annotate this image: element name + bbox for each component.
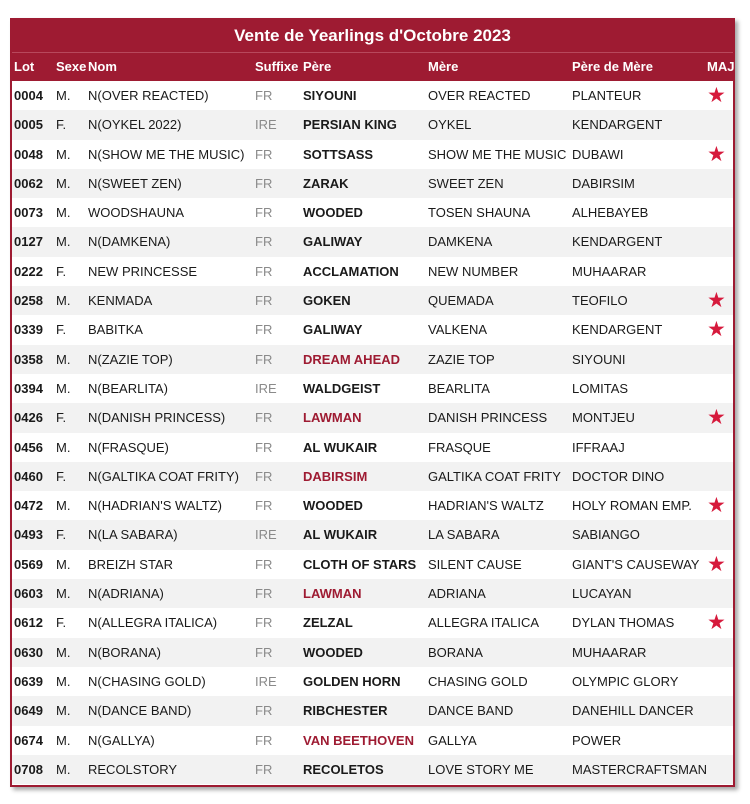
- cell-pere-de-mere: TEOFILO: [572, 293, 628, 309]
- cell-lot: 0062: [14, 175, 43, 191]
- cell-suffixe: FR: [255, 322, 273, 338]
- table-row: [12, 491, 733, 520]
- cell-lot: 0649: [14, 703, 43, 719]
- cell-pere: LAWMAN: [303, 586, 362, 602]
- cell-suffixe: FR: [255, 732, 273, 748]
- column-header-mere: Mère: [428, 59, 459, 74]
- cell-lot: 0603: [14, 586, 43, 602]
- cell-sexe: M.: [56, 644, 71, 660]
- cell-mere: NEW NUMBER: [428, 263, 519, 279]
- cell-mere: TOSEN SHAUNA: [428, 205, 531, 221]
- table-row: [12, 140, 733, 169]
- table-row: [12, 667, 733, 696]
- table-row: [12, 374, 733, 403]
- table-row: [12, 110, 733, 139]
- cell-sexe: F.: [56, 468, 67, 484]
- cell-pere: ZELZAL: [303, 615, 353, 631]
- cell-lot: 0426: [14, 410, 43, 426]
- cell-lot: 0639: [14, 673, 43, 689]
- cell-pere-de-mere: OLYMPIC GLORY: [572, 673, 679, 689]
- cell-mere: LA SABARA: [428, 527, 500, 543]
- cell-mere: FRASQUE: [428, 439, 491, 455]
- cell-pere-de-mere: DOCTOR DINO: [572, 468, 665, 484]
- cell-mere: HADRIAN'S WALTZ: [428, 498, 544, 514]
- cell-sexe: M.: [56, 380, 71, 396]
- table-title: Vente de Yearlings d'Octobre 2023: [12, 20, 733, 52]
- table-row: [12, 550, 733, 579]
- cell-pere: GOKEN: [303, 293, 351, 309]
- cell-pere: ZARAK: [303, 175, 349, 191]
- table-row: [12, 286, 733, 315]
- cell-pere: AL WUKAIR: [303, 439, 378, 455]
- cell-suffixe: FR: [255, 146, 273, 162]
- cell-lot: 0073: [14, 205, 43, 221]
- table-row: [12, 169, 733, 198]
- cell-pere: GALIWAY: [303, 322, 363, 338]
- cell-lot: 0339: [14, 322, 43, 338]
- cell-pere: GOLDEN HORN: [303, 673, 401, 689]
- cell-pere-de-mere: MUHAARAR: [572, 644, 647, 660]
- cell-pere: RIBCHESTER: [303, 703, 388, 719]
- update-star-icon: ★: [707, 142, 726, 166]
- cell-pere-de-mere: KENDARGENT: [572, 322, 663, 338]
- update-star-icon: ★: [707, 494, 726, 518]
- cell-pere: SIYOUNI: [303, 88, 357, 103]
- cell-suffixe: FR: [255, 410, 273, 426]
- cell-nom: N(OYKEL 2022): [88, 117, 182, 133]
- cell-pere: WOODED: [303, 205, 363, 221]
- cell-lot: 0460: [14, 468, 43, 484]
- cell-suffixe: IRE: [255, 380, 277, 396]
- cell-pere: DREAM AHEAD: [303, 351, 401, 367]
- cell-nom: KENMADA: [88, 293, 153, 309]
- cell-lot: 0456: [14, 439, 43, 455]
- table-row: [12, 403, 733, 432]
- cell-pere-de-mere: DABIRSIM: [572, 175, 635, 191]
- cell-sexe: M.: [56, 673, 71, 689]
- cell-nom: N(SHOW ME THE MUSIC): [88, 146, 245, 162]
- cell-lot: 0493: [14, 527, 43, 543]
- cell-pere-de-mere: SIYOUNI: [572, 351, 626, 367]
- cell-nom: N(DANCE BAND): [88, 703, 192, 719]
- cell-pere-de-mere: SABIANGO: [572, 527, 640, 543]
- cell-suffixe: FR: [255, 761, 273, 777]
- cell-sexe: F.: [56, 263, 67, 279]
- cell-sexe: M.: [56, 175, 71, 191]
- cell-pere-de-mere: DANEHILL DANCER: [572, 703, 694, 719]
- update-star-icon: ★: [707, 289, 726, 313]
- cell-pere-de-mere: DYLAN THOMAS: [572, 615, 675, 631]
- cell-suffixe: FR: [255, 439, 273, 455]
- table-row: [12, 433, 733, 462]
- cell-mere: SILENT CAUSE: [428, 556, 522, 572]
- cell-pere: WOODED: [303, 498, 363, 514]
- cell-pere: LAWMAN: [303, 410, 362, 426]
- cell-pere: PERSIAN KING: [303, 117, 397, 133]
- cell-suffixe: FR: [255, 263, 273, 279]
- cell-pere-de-mere: GIANT'S CAUSEWAY: [572, 556, 700, 572]
- column-header-pere-de-mere: Père de Mère: [572, 59, 653, 74]
- cell-nom: N(LA SABARA): [88, 527, 178, 543]
- cell-mere: DAMKENA: [428, 234, 493, 250]
- cell-pere-de-mere: LOMITAS: [572, 380, 629, 396]
- cell-pere-de-mere: LUCAYAN: [572, 586, 632, 602]
- column-header-maj: MAJ: [707, 59, 735, 74]
- cell-pere-de-mere: MONTJEU: [572, 410, 635, 426]
- cell-nom: BREIZH STAR: [88, 556, 173, 572]
- cell-pere: GALIWAY: [303, 234, 363, 250]
- cell-pere: VAN BEETHOVEN: [303, 732, 414, 748]
- cell-suffixe: IRE: [255, 673, 277, 689]
- cell-mere: DANISH PRINCESS: [428, 410, 548, 426]
- cell-nom: N(OVER REACTED): [88, 88, 209, 103]
- table-body: [12, 81, 733, 784]
- table-row: [12, 81, 733, 110]
- cell-nom: N(CHASING GOLD): [88, 673, 206, 689]
- cell-nom: N(BEARLITA): [88, 380, 168, 396]
- cell-pere-de-mere: ALHEBAYEB: [572, 205, 649, 221]
- cell-sexe: M.: [56, 88, 71, 103]
- cell-mere: GALLYA: [428, 732, 477, 748]
- cell-nom: N(ZAZIE TOP): [88, 351, 173, 367]
- cell-sexe: M.: [56, 351, 71, 367]
- update-star-icon: ★: [707, 406, 726, 430]
- cell-sexe: F.: [56, 117, 67, 133]
- cell-mere: QUEMADA: [428, 293, 494, 309]
- cell-suffixe: FR: [255, 293, 273, 309]
- column-header-suffixe: Suffixe: [255, 59, 299, 74]
- cell-sexe: M.: [56, 732, 71, 748]
- cell-sexe: M.: [56, 761, 71, 777]
- column-header-lot: Lot: [14, 59, 35, 74]
- cell-pere: AL WUKAIR: [303, 527, 378, 543]
- cell-nom: N(ADRIANA): [88, 586, 164, 602]
- cell-sexe: M.: [56, 205, 71, 221]
- cell-suffixe: FR: [255, 234, 273, 250]
- cell-sexe: F.: [56, 410, 67, 426]
- update-star-icon: ★: [707, 552, 726, 576]
- cell-lot: 0394: [14, 380, 43, 396]
- cell-pere-de-mere: HOLY ROMAN EMP.: [572, 498, 692, 514]
- cell-mere: BEARLITA: [428, 380, 490, 396]
- cell-mere: LOVE STORY ME: [428, 761, 534, 777]
- cell-nom: N(SWEET ZEN): [88, 175, 182, 191]
- cell-sexe: M.: [56, 234, 71, 250]
- cell-lot: 0222: [14, 263, 43, 279]
- cell-nom: N(HADRIAN'S WALTZ): [88, 498, 222, 514]
- cell-nom: N(ALLEGRA ITALICA): [88, 615, 218, 631]
- sales-table: [10, 18, 735, 787]
- cell-lot: 0358: [14, 351, 43, 367]
- cell-nom: N(GALLYA): [88, 732, 155, 748]
- cell-nom: N(DANISH PRINCESS): [88, 410, 226, 426]
- cell-suffixe: FR: [255, 468, 273, 484]
- cell-suffixe: FR: [255, 205, 273, 221]
- cell-mere: ADRIANA: [428, 586, 486, 602]
- cell-suffixe: IRE: [255, 527, 277, 543]
- column-header-nom: Nom: [88, 59, 117, 74]
- cell-mere: ALLEGRA ITALICA: [428, 615, 540, 631]
- table-row: [12, 257, 733, 286]
- cell-lot: 0005: [14, 117, 43, 133]
- cell-pere: ACCLAMATION: [303, 263, 399, 279]
- cell-sexe: M.: [56, 703, 71, 719]
- cell-mere: GALTIKA COAT FRITY: [428, 468, 561, 484]
- cell-lot: 0472: [14, 498, 43, 514]
- cell-sexe: F.: [56, 527, 67, 543]
- cell-pere-de-mere: MASTERCRAFTSMAN: [572, 761, 708, 777]
- cell-pere-de-mere: IFFRAAJ: [572, 439, 625, 455]
- cell-suffixe: FR: [255, 644, 273, 660]
- cell-nom: N(FRASQUE): [88, 439, 169, 455]
- cell-nom: N(BORANA): [88, 644, 161, 660]
- cell-pere: SOTTSASS: [303, 146, 374, 162]
- cell-pere-de-mere: DUBAWI: [572, 146, 624, 162]
- cell-lot: 0004: [14, 88, 43, 103]
- cell-nom: BABITKA: [88, 322, 143, 338]
- cell-suffixe: FR: [255, 498, 273, 514]
- cell-mere: OVER REACTED: [428, 88, 531, 103]
- update-star-icon: ★: [707, 84, 726, 107]
- cell-mere: SHOW ME THE MUSIC: [428, 146, 567, 162]
- cell-nom: WOODSHAUNA: [88, 205, 185, 221]
- cell-pere-de-mere: PLANTEUR: [572, 88, 642, 103]
- column-header-pere: Père: [303, 59, 332, 74]
- table-row: [12, 315, 733, 344]
- cell-sexe: M.: [56, 586, 71, 602]
- table-row: [12, 462, 733, 491]
- cell-lot: 0569: [14, 556, 43, 572]
- table-row: [12, 696, 733, 725]
- cell-lot: 0127: [14, 234, 43, 250]
- table-row: [12, 579, 733, 608]
- cell-mere: BORANA: [428, 644, 483, 660]
- table-row: [12, 755, 733, 784]
- cell-lot: 0048: [14, 146, 43, 162]
- cell-mere: ZAZIE TOP: [428, 351, 495, 367]
- cell-sexe: M.: [56, 556, 71, 572]
- cell-nom: RECOLSTORY: [88, 761, 178, 777]
- cell-pere: WOODED: [303, 644, 363, 660]
- cell-suffixe: FR: [255, 703, 273, 719]
- table-row: [12, 345, 733, 374]
- column-header-sexe: Sexe: [56, 59, 87, 74]
- cell-pere-de-mere: KENDARGENT: [572, 234, 663, 250]
- cell-pere-de-mere: POWER: [572, 732, 622, 748]
- cell-pere: WALDGEIST: [303, 380, 381, 396]
- cell-sexe: M.: [56, 146, 71, 162]
- cell-lot: 0612: [14, 615, 43, 631]
- table-row: [12, 520, 733, 549]
- cell-suffixe: FR: [255, 88, 273, 103]
- cell-mere: VALKENA: [428, 322, 488, 338]
- cell-lot: 0630: [14, 644, 43, 660]
- cell-mere: DANCE BAND: [428, 703, 514, 719]
- cell-mere: CHASING GOLD: [428, 673, 528, 689]
- cell-sexe: M.: [56, 293, 71, 309]
- cell-nom: NEW PRINCESSE: [88, 263, 198, 279]
- cell-pere: RECOLETOS: [303, 761, 384, 777]
- cell-sexe: F.: [56, 322, 67, 338]
- table-row: [12, 726, 733, 755]
- cell-pere: DABIRSIM: [303, 468, 368, 484]
- cell-pere: CLOTH OF STARS: [303, 556, 417, 572]
- cell-suffixe: FR: [255, 556, 273, 572]
- cell-lot: 0258: [14, 293, 43, 309]
- cell-sexe: F.: [56, 615, 67, 631]
- cell-mere: SWEET ZEN: [428, 175, 504, 191]
- cell-suffixe: IRE: [255, 117, 277, 133]
- table-header: [12, 52, 733, 81]
- cell-sexe: M.: [56, 498, 71, 514]
- cell-suffixe: FR: [255, 175, 273, 191]
- cell-nom: N(DAMKENA): [88, 234, 171, 250]
- cell-pere-de-mere: MUHAARAR: [572, 263, 647, 279]
- update-star-icon: ★: [707, 611, 726, 635]
- table-row: [12, 608, 733, 637]
- update-star-icon: ★: [707, 318, 726, 342]
- cell-nom: N(GALTIKA COAT FRITY): [88, 468, 239, 484]
- table-row: [12, 638, 733, 667]
- cell-suffixe: FR: [255, 615, 273, 631]
- table-row: [12, 227, 733, 256]
- cell-sexe: M.: [56, 439, 71, 455]
- cell-pere-de-mere: KENDARGENT: [572, 117, 663, 133]
- cell-lot: 0708: [14, 761, 43, 777]
- cell-lot: 0674: [14, 732, 43, 748]
- cell-suffixe: FR: [255, 351, 273, 367]
- cell-suffixe: FR: [255, 586, 273, 602]
- cell-mere: OYKEL: [428, 117, 472, 133]
- table-row: [12, 198, 733, 227]
